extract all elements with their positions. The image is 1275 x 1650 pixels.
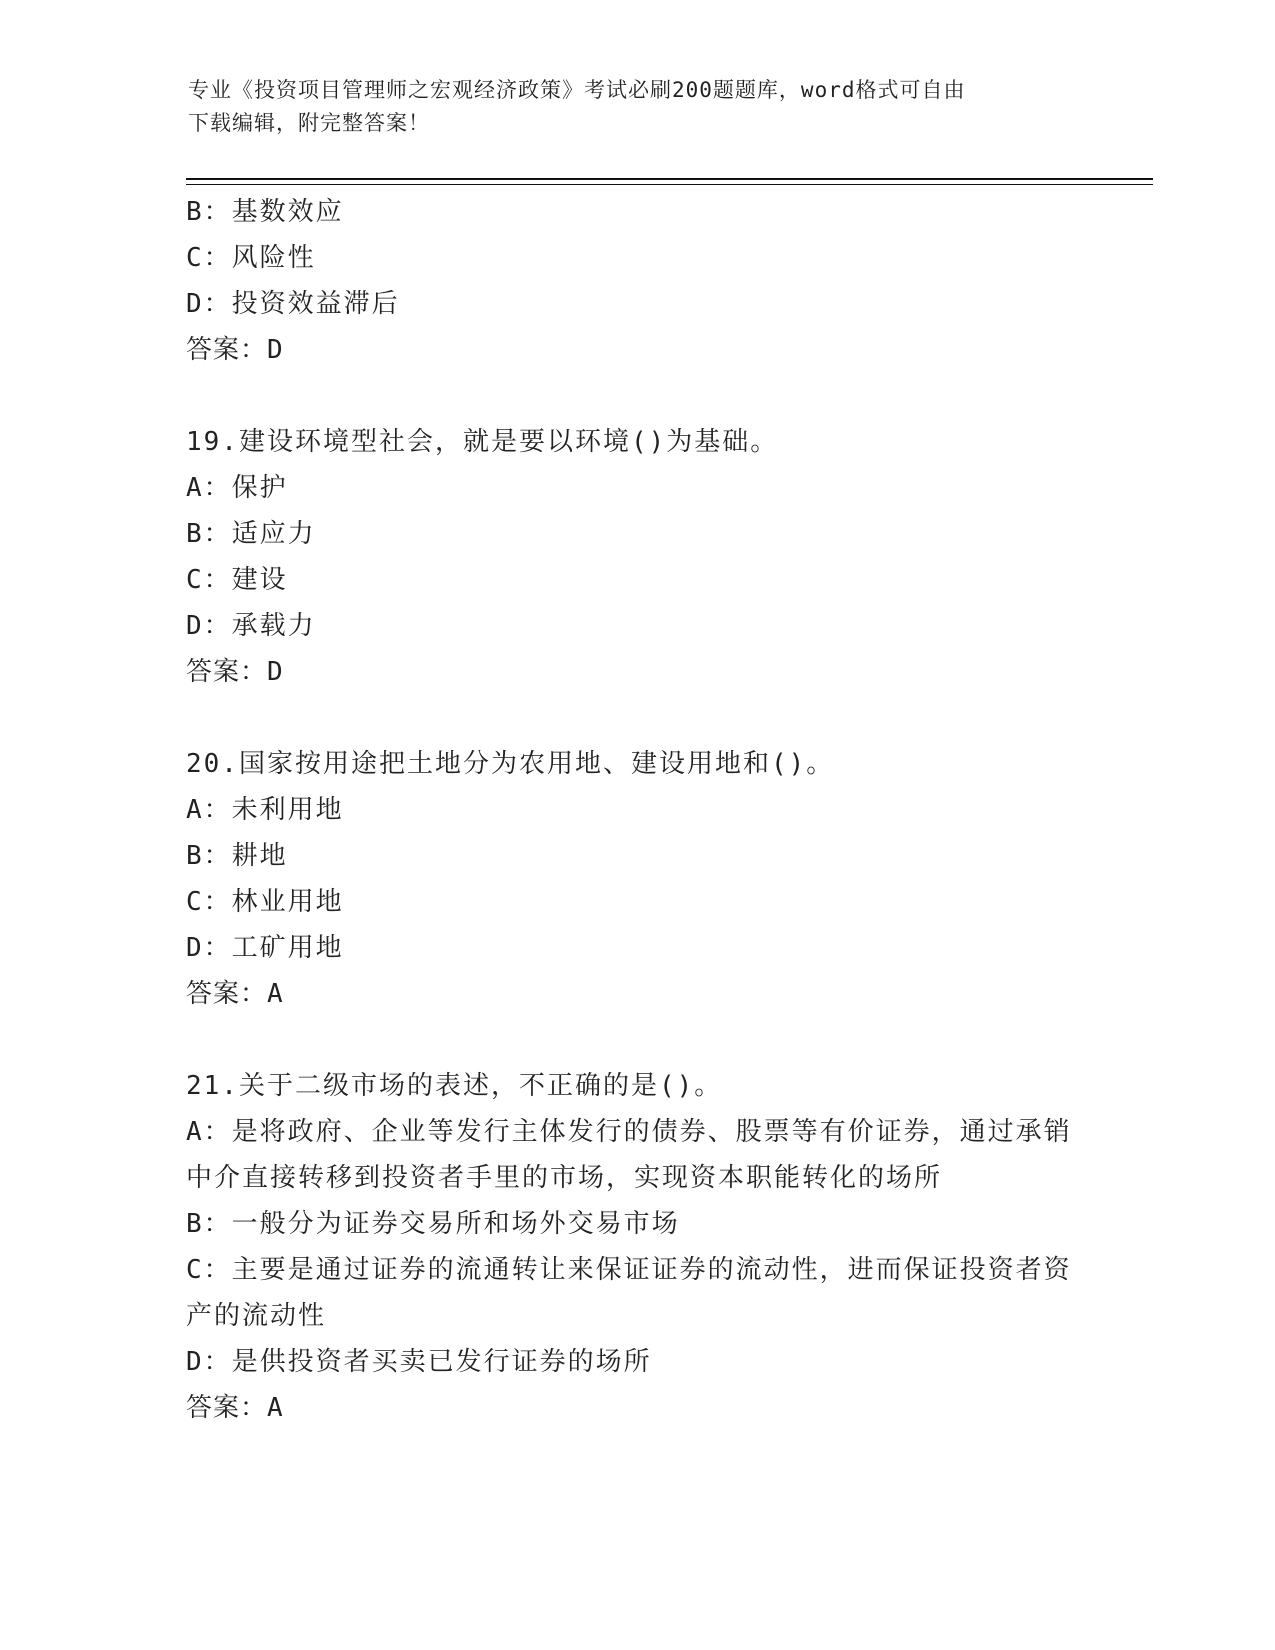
option-b: B：耕地	[186, 841, 288, 871]
answer-line: 答案：D	[186, 335, 284, 365]
answer-line: 答案：D	[186, 657, 284, 687]
option-c: C：建设	[186, 565, 288, 595]
option-c: C：林业用地	[186, 887, 344, 917]
option-c: C：风险性	[186, 243, 316, 273]
previous-question-block	[186, 189, 1086, 373]
option-b: B：适应力	[186, 519, 316, 549]
question-content	[186, 189, 1086, 1431]
question-stem: 19.建设环境型社会，就是要以环境()为基础。	[186, 427, 779, 457]
header-rule-thick	[186, 178, 1153, 180]
header-line-1: 专业《投资项目管理师之宏观经济政策》考试必刷200题题库，word格式可自由	[188, 78, 966, 102]
header-line-2: 下载编辑，附完整答案！	[188, 111, 430, 135]
option-d: D：承载力	[186, 611, 316, 641]
option-c: C：主要是通过证券的流通转让来保证证券的流动性，进而保证投资者资产的流动性	[186, 1255, 1072, 1331]
answer-line: 答案：A	[186, 1393, 284, 1423]
question-21	[186, 1063, 1086, 1431]
option-a: A：保护	[186, 473, 288, 503]
option-b: B：基数效应	[186, 197, 344, 227]
option-d: D：投资效益滞后	[186, 289, 400, 319]
option-d: D：是供投资者买卖已发行证券的场所	[186, 1347, 652, 1377]
option-d: D：工矿用地	[186, 933, 344, 963]
header-rule-thin	[186, 184, 1153, 185]
option-a: A：未利用地	[186, 795, 344, 825]
answer-line: 答案：A	[186, 979, 284, 1009]
question-20	[186, 741, 1086, 1017]
document-header	[188, 74, 1088, 140]
question-19	[186, 419, 1086, 695]
question-stem: 21.关于二级市场的表述，不正确的是()。	[186, 1071, 723, 1101]
option-b: B：一般分为证券交易所和场外交易市场	[186, 1209, 680, 1239]
option-a: A：是将政府、企业等发行主体发行的债券、股票等有价证券，通过承销中介直接转移到投资者手里的市场，实现资本职能转化的场所	[186, 1117, 1072, 1193]
question-stem: 20.国家按用途把土地分为农用地、建设用地和()。	[186, 749, 835, 779]
